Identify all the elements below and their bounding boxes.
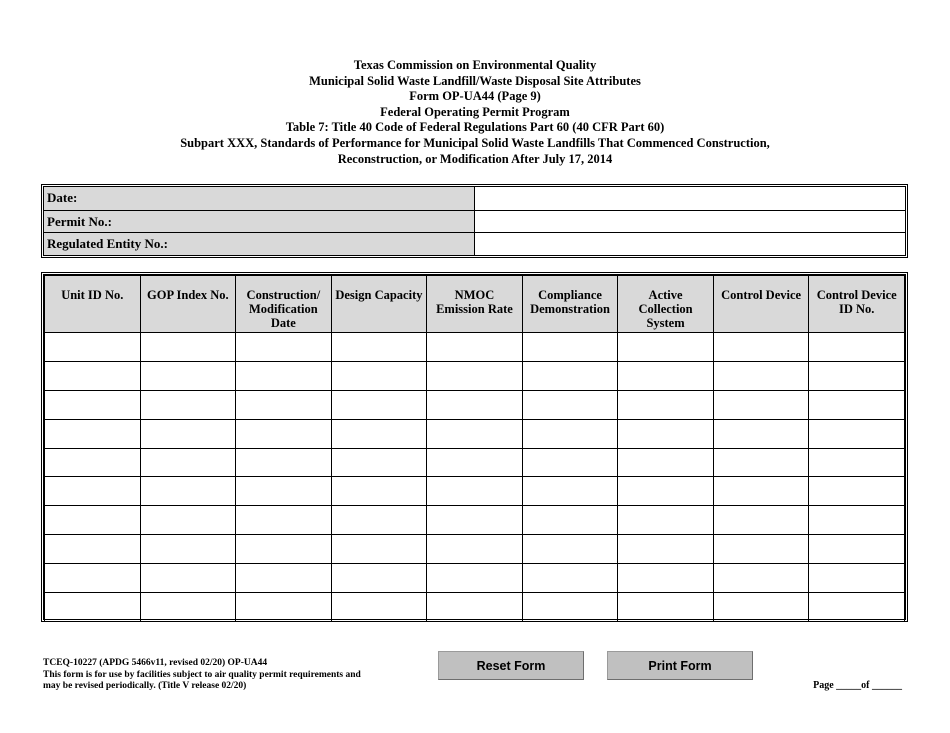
table-row	[45, 361, 905, 390]
table-cell-input[interactable]	[331, 564, 427, 593]
table-cell-input[interactable]	[427, 535, 523, 564]
table-cell-input[interactable]	[522, 361, 618, 390]
table-cell-input[interactable]	[45, 506, 141, 535]
header-form-subject: Municipal Solid Waste Landfill/Waste Disposal Site Attributes	[309, 73, 641, 88]
page-number: Page _____of ______	[813, 680, 902, 691]
table-cell-input[interactable]	[427, 564, 523, 593]
print-form-button[interactable]: Print Form	[607, 651, 753, 680]
table-cell-input[interactable]	[45, 535, 141, 564]
permit-row	[44, 210, 905, 233]
header-subpart: Subpart XXX, Standards of Performance for Municipal Solid Waste Landfills That Commenced Construction,	[180, 135, 770, 150]
date-label: Date:	[44, 187, 475, 210]
table-cell-input[interactable]	[331, 419, 427, 448]
table-cell-input[interactable]	[809, 564, 905, 593]
table-cell-input[interactable]	[236, 593, 332, 622]
table-cell-input[interactable]	[809, 333, 905, 362]
table-cell-input[interactable]	[522, 506, 618, 535]
header-form-number: Form OP-UA44 (Page 9)	[409, 89, 541, 104]
date-row	[44, 187, 905, 210]
table-row	[45, 593, 905, 622]
col-compliance: Compliance Demonstration	[522, 276, 618, 333]
table-cell-input[interactable]	[427, 448, 523, 477]
permit-label: Permit No.:	[44, 211, 475, 233]
table-cell-input[interactable]	[45, 448, 141, 477]
table-cell-input[interactable]	[331, 506, 427, 535]
entity-label: Regulated Entity No.:	[44, 233, 475, 255]
table-cell-input[interactable]	[618, 564, 714, 593]
table-cell-input[interactable]	[140, 419, 236, 448]
table-cell-input[interactable]	[427, 361, 523, 390]
table-cell-input[interactable]	[45, 593, 141, 622]
table-cell-input[interactable]	[236, 419, 332, 448]
table-cell-input[interactable]	[713, 448, 809, 477]
table-cell-input[interactable]	[140, 390, 236, 419]
table-cell-input[interactable]	[236, 535, 332, 564]
table-row	[45, 390, 905, 419]
table-cell-input[interactable]	[427, 333, 523, 362]
table-cell-input[interactable]	[427, 477, 523, 506]
table-cell-input[interactable]	[713, 564, 809, 593]
table-row	[45, 333, 905, 362]
footer-usage-note: This form is for use by facilities subject to air quality permit requirements and	[43, 669, 361, 680]
table-cell-input[interactable]	[522, 448, 618, 477]
table-row	[45, 448, 905, 477]
table-cell-input[interactable]	[618, 361, 714, 390]
table-cell-input[interactable]	[45, 361, 141, 390]
form-header	[0, 58, 950, 167]
table-cell-input[interactable]	[427, 390, 523, 419]
table-cell-input[interactable]	[618, 593, 714, 622]
entity-row	[44, 232, 905, 255]
table-cell-input[interactable]	[236, 448, 332, 477]
header-table-title: Table 7: Title 40 Code of Federal Regulations Part 60 (40 CFR Part 60)	[285, 120, 665, 135]
table-cell-input[interactable]	[809, 419, 905, 448]
table-cell-input[interactable]	[331, 333, 427, 362]
table-cell-input[interactable]	[45, 419, 141, 448]
table-cell-input[interactable]	[618, 477, 714, 506]
table-cell-input[interactable]	[140, 535, 236, 564]
table-row	[45, 535, 905, 564]
table-cell-input[interactable]	[522, 535, 618, 564]
table-cell-input[interactable]	[522, 390, 618, 419]
table-cell-input[interactable]	[427, 419, 523, 448]
table-cell-input[interactable]	[140, 448, 236, 477]
table-cell-input[interactable]	[618, 333, 714, 362]
table-cell-input[interactable]	[713, 535, 809, 564]
reset-form-button[interactable]: Reset Form	[438, 651, 584, 680]
table-row	[45, 419, 905, 448]
table-cell-input[interactable]	[713, 593, 809, 622]
permit-field[interactable]	[475, 211, 905, 233]
table-cell-input[interactable]	[713, 333, 809, 362]
table-cell-input[interactable]	[331, 477, 427, 506]
header-subpart-cont: Reconstruction, or Modification After July 17, 2014	[337, 151, 613, 166]
col-unit-id: Unit ID No.	[45, 276, 141, 333]
table-cell-input[interactable]	[331, 361, 427, 390]
col-control-device-id: Control Device ID No.	[809, 276, 905, 333]
table-cell-input[interactable]	[236, 390, 332, 419]
table-cell-input[interactable]	[809, 535, 905, 564]
table-header-row	[45, 276, 905, 333]
table-cell-input[interactable]	[618, 390, 714, 419]
table-cell-input[interactable]	[331, 448, 427, 477]
table-cell-input[interactable]	[45, 564, 141, 593]
header-agency: Texas Commission on Environmental Quality	[353, 58, 597, 72]
attributes-table	[41, 272, 908, 622]
table-cell-input[interactable]	[522, 477, 618, 506]
table-row	[45, 564, 905, 593]
col-active-collection: Active Collection System	[618, 276, 714, 333]
col-construction-date: Construction/ Modification Date	[236, 276, 332, 333]
table-cell-input[interactable]	[713, 506, 809, 535]
table-cell-input[interactable]	[522, 419, 618, 448]
table-cell-input[interactable]	[809, 477, 905, 506]
footer-revision-note: may be revised periodically. (Title V release 02/20)	[43, 681, 247, 691]
col-design-capacity: Design Capacity	[331, 276, 427, 333]
table-cell-input[interactable]	[140, 506, 236, 535]
table-row	[45, 506, 905, 535]
col-nmoc-rate: NMOC Emission Rate	[427, 276, 523, 333]
table-cell-input[interactable]	[809, 593, 905, 622]
table-cell-input[interactable]	[140, 477, 236, 506]
table-cell-input[interactable]	[522, 593, 618, 622]
table-cell-input[interactable]	[236, 477, 332, 506]
table-cell-input[interactable]	[140, 593, 236, 622]
table-cell-input[interactable]	[236, 564, 332, 593]
table-row	[45, 477, 905, 506]
date-field[interactable]	[475, 187, 905, 210]
table-cell-input[interactable]	[45, 477, 141, 506]
table-cell-input[interactable]	[236, 361, 332, 390]
table-cell-input[interactable]	[331, 535, 427, 564]
table-cell-input[interactable]	[331, 390, 427, 419]
permit-info-table	[41, 184, 908, 258]
table-cell-input[interactable]	[140, 564, 236, 593]
table-cell-input[interactable]	[140, 361, 236, 390]
table-cell-input[interactable]	[618, 448, 714, 477]
table-cell-input[interactable]	[618, 506, 714, 535]
table-cell-input[interactable]	[45, 333, 141, 362]
col-gop-index: GOP Index No.	[140, 276, 236, 333]
table-cell-input[interactable]	[809, 390, 905, 419]
table-cell-input[interactable]	[522, 564, 618, 593]
table-cell-input[interactable]	[713, 477, 809, 506]
table-cell-input[interactable]	[236, 333, 332, 362]
table-cell-input[interactable]	[713, 390, 809, 419]
table-cell-input[interactable]	[713, 361, 809, 390]
table-cell-input[interactable]	[809, 361, 905, 390]
header-program: Federal Operating Permit Program	[380, 104, 570, 119]
table-cell-input[interactable]	[809, 506, 905, 535]
table-cell-input[interactable]	[140, 333, 236, 362]
table-cell-input[interactable]	[236, 506, 332, 535]
footer-form-id: TCEQ-10227 (APDG 5466v11, revised 02/20) OP-UA44	[43, 658, 268, 668]
col-control-device: Control Device	[713, 276, 809, 333]
table-cell-input[interactable]	[427, 593, 523, 622]
table-cell-input[interactable]	[331, 593, 427, 622]
table-cell-input[interactable]	[618, 419, 714, 448]
table-cell-input[interactable]	[45, 390, 141, 419]
table-cell-input[interactable]	[713, 419, 809, 448]
table-cell-input[interactable]	[427, 506, 523, 535]
table-cell-input[interactable]	[618, 535, 714, 564]
form-footer	[43, 658, 361, 693]
table-cell-input[interactable]	[809, 448, 905, 477]
table-cell-input[interactable]	[522, 333, 618, 362]
entity-field[interactable]	[475, 233, 905, 255]
